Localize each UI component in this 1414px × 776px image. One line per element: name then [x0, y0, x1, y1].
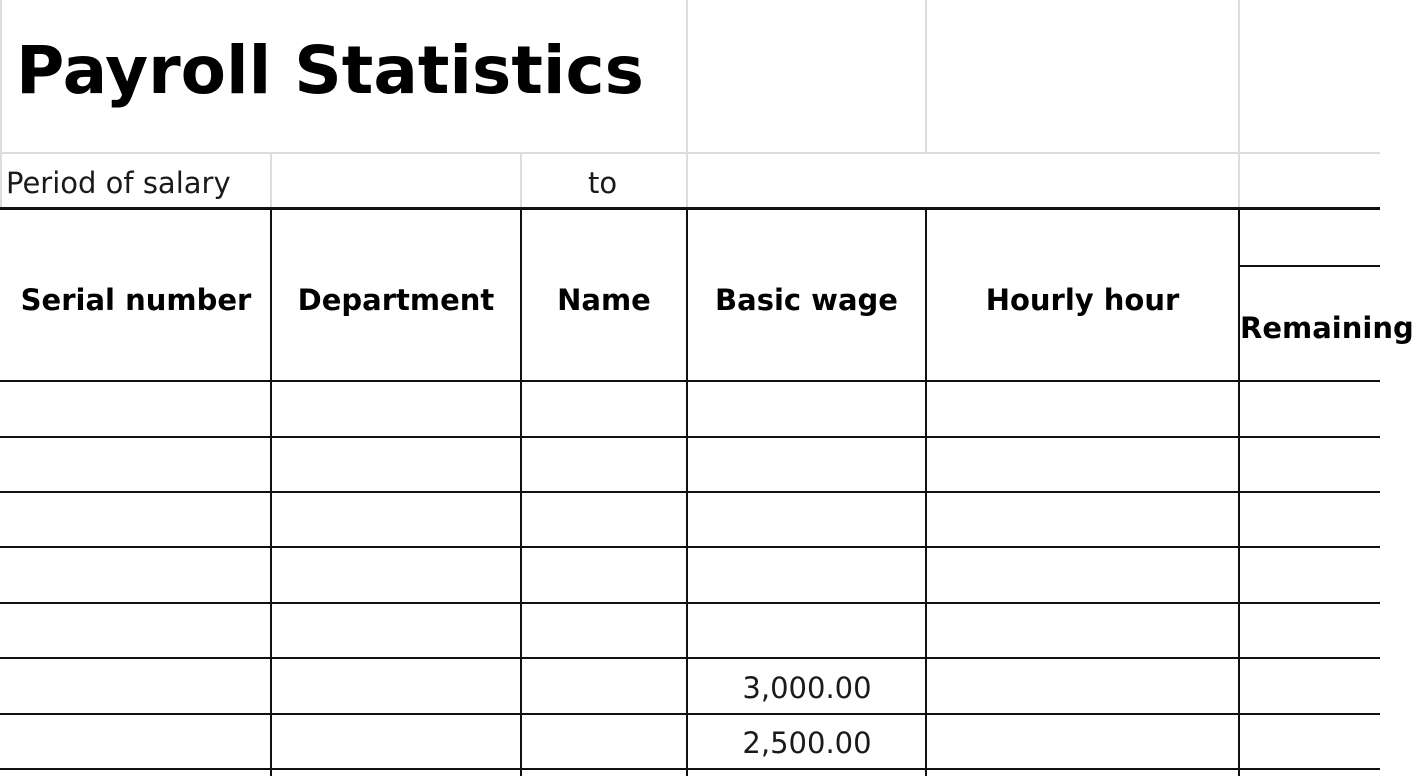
header-subdivision — [1238, 265, 1380, 267]
table-row[interactable] — [0, 438, 1380, 491]
table-row[interactable] — [0, 548, 1380, 602]
table-row[interactable] — [0, 493, 1380, 546]
header-serial-number: Serial number — [20, 283, 252, 317]
table-row[interactable] — [0, 604, 1380, 657]
page-title: Payroll Statistics — [16, 32, 644, 109]
header-basic-wage: Basic wage — [715, 283, 898, 317]
period-label: Period of salary — [6, 166, 231, 200]
gridline — [0, 0, 2, 208]
header-department: Department — [297, 283, 495, 317]
gridline — [925, 0, 927, 154]
table-row[interactable] — [0, 382, 1380, 436]
gridline — [1238, 0, 1240, 208]
table-top-border — [0, 207, 1380, 210]
period-to-label: to — [588, 166, 618, 200]
header-remaining: Remaining — [1240, 311, 1414, 345]
gridline — [686, 0, 688, 208]
basic-wage-cell[interactable]: 2,500.00 — [742, 726, 872, 760]
row-border — [0, 768, 1380, 770]
header-name: Name — [557, 283, 651, 317]
gridline — [270, 154, 272, 208]
header-hourly-hour: Hourly hour — [985, 283, 1180, 317]
basic-wage-cell[interactable]: 3,000.00 — [742, 671, 872, 705]
gridline — [0, 152, 1380, 154]
gridline — [520, 154, 522, 208]
